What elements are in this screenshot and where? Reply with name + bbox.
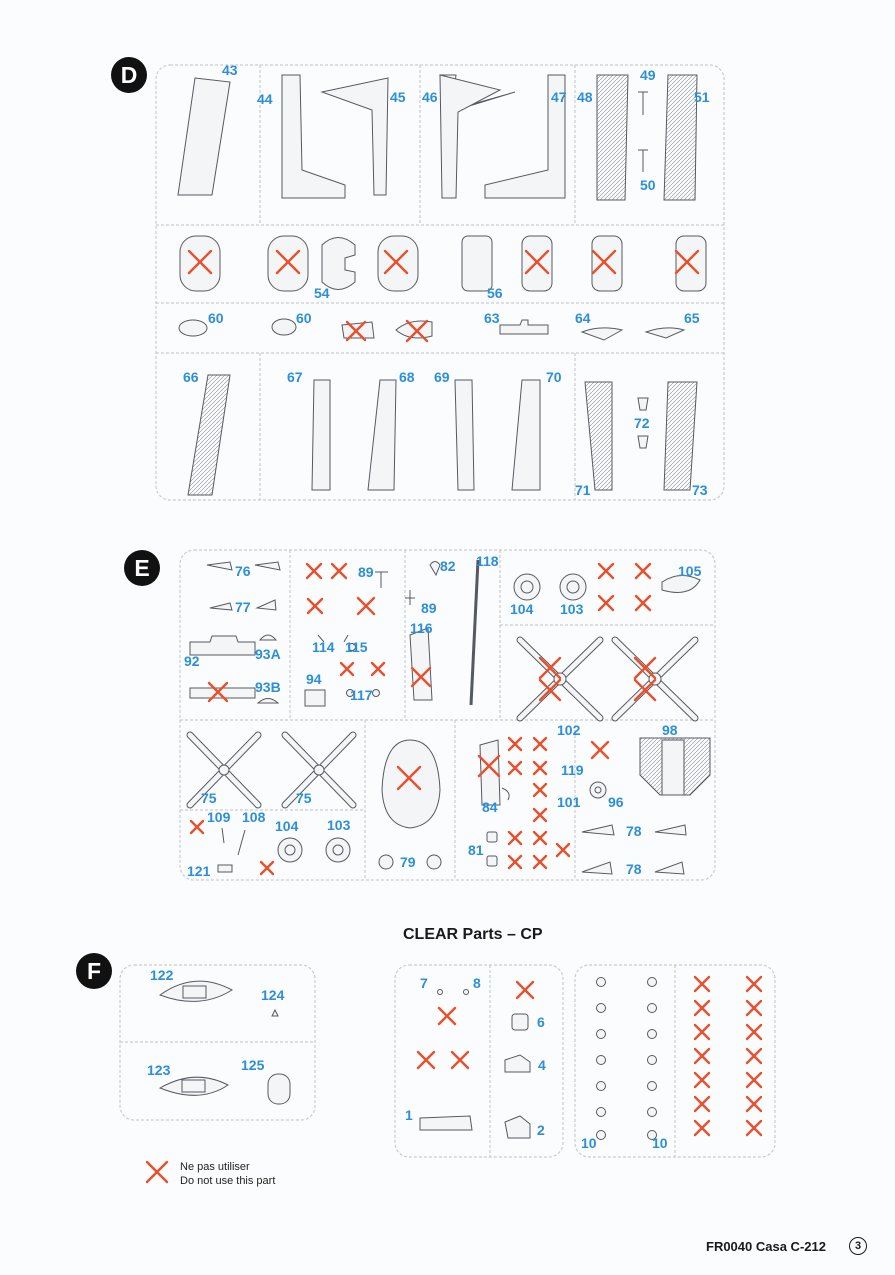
part-number-119: 119: [561, 762, 584, 778]
part-number-73: 73: [692, 482, 708, 498]
page-number: 3: [849, 1237, 867, 1255]
part-number-51: 51: [694, 89, 710, 105]
part-number-81: 81: [468, 842, 484, 858]
footer-title: FR0040 Casa C-212: [706, 1239, 826, 1254]
part-number-92: 92: [184, 653, 200, 669]
part-number-75: 75: [296, 790, 312, 806]
do-not-use-cross-icon: [695, 1097, 709, 1111]
part-number-10: 10: [652, 1135, 668, 1151]
part-number-1: 1: [405, 1107, 413, 1123]
part-number-109: 109: [207, 809, 231, 825]
do-not-use-cross-icon: [358, 598, 374, 614]
do-not-use-cross-icon: [452, 1052, 468, 1068]
part-number-72: 72: [634, 415, 650, 431]
sprue-d-frame: [156, 65, 724, 500]
part-number-89: 89: [358, 564, 374, 580]
part-number-71: 71: [575, 482, 591, 498]
part-number-8: 8: [473, 975, 481, 991]
part-number-116: 116: [410, 620, 433, 636]
part-number-78: 78: [626, 861, 642, 877]
part-number-75: 75: [201, 790, 217, 806]
part-number-79: 79: [400, 854, 416, 870]
do-not-use-cross-icon: [517, 982, 533, 998]
do-not-use-cross-icon: [534, 856, 546, 868]
do-not-use-cross-icon: [747, 1001, 761, 1015]
do-not-use-cross-icon: [534, 832, 546, 844]
legend-text-fr: Ne pas utiliser: [180, 1161, 250, 1173]
do-not-use-cross-icon: [509, 738, 521, 750]
part-number-64: 64: [575, 310, 591, 326]
part-number-98: 98: [662, 722, 678, 738]
do-not-use-cross-icon: [308, 599, 322, 613]
part-number-4: 4: [538, 1057, 546, 1073]
part-number-123: 123: [147, 1062, 171, 1078]
do-not-use-cross-icon: [592, 742, 608, 758]
do-not-use-cross-icon: [372, 663, 384, 675]
part-number-104: 104: [275, 818, 299, 834]
do-not-use-cross-icon: [509, 832, 521, 844]
part-number-56: 56: [487, 285, 503, 301]
do-not-use-cross-icon: [534, 738, 546, 750]
part-number-69: 69: [434, 369, 450, 385]
part-number-122: 122: [150, 967, 174, 983]
part-number-115: 115: [345, 639, 368, 655]
part-number-70: 70: [546, 369, 562, 385]
do-not-use-cross-icon: [261, 862, 273, 874]
part-number-94: 94: [306, 671, 322, 687]
part-number-2: 2: [537, 1122, 545, 1138]
part-number-43: 43: [222, 62, 238, 78]
part-number-54: 54: [314, 285, 330, 301]
part-number-114: 114: [312, 639, 335, 655]
do-not-use-cross-icon: [341, 663, 353, 675]
part-number-6: 6: [537, 1014, 545, 1030]
do-not-use-cross-icon: [695, 1073, 709, 1087]
legend: [180, 1160, 275, 1188]
part-number-103: 103: [327, 817, 351, 833]
part-number-96: 96: [608, 794, 624, 810]
part-number-78: 78: [626, 823, 642, 839]
clear-parts-title: CLEAR Parts – CP: [403, 926, 543, 943]
part-number-46: 46: [422, 89, 438, 105]
part-number-121: 121: [187, 863, 211, 879]
part-number-108: 108: [242, 809, 266, 825]
part-number-47: 47: [551, 89, 567, 105]
part-number-48: 48: [577, 89, 593, 105]
do-not-use-cross-icon: [599, 564, 613, 578]
part-number-105: 105: [678, 563, 702, 579]
part-number-125: 125: [241, 1057, 265, 1073]
do-not-use-cross-icon: [635, 680, 655, 700]
part-number-67: 67: [287, 369, 303, 385]
part-number-117: 117: [350, 687, 373, 703]
part-number-124: 124: [261, 987, 285, 1003]
sprue-d-row2: [180, 236, 706, 291]
sprue-d-row3: [179, 319, 684, 340]
do-not-use-cross-icon: [695, 1121, 709, 1135]
part-number-60: 60: [296, 310, 312, 326]
sprue-e-lower: [218, 738, 710, 874]
do-not-use-cross-icon: [747, 1025, 761, 1039]
legend-text-en: Do not use this part: [180, 1175, 276, 1187]
part-number-44: 44: [257, 91, 273, 107]
part-number-82: 82: [440, 558, 456, 574]
part-number-68: 68: [399, 369, 415, 385]
part-number-104: 104: [510, 601, 534, 617]
do-not-use-cross-icon: [695, 1025, 709, 1039]
part-number-63: 63: [484, 310, 500, 326]
do-not-use-cross-icon: [747, 1097, 761, 1111]
do-not-use-cross-icon: [509, 762, 521, 774]
do-not-use-cross-icon: [540, 658, 560, 678]
do-not-use-cross-icon: [534, 762, 546, 774]
do-not-use-cross-icon: [332, 564, 346, 578]
do-not-use-cross-icon: [747, 1049, 761, 1063]
do-not-use-cross-icon: [695, 1049, 709, 1063]
sprue-letter-f: F: [76, 953, 112, 989]
part-number-77: 77: [235, 599, 251, 615]
do-not-use-cross-icon: [747, 1121, 761, 1135]
do-not-use-cross-icon: [540, 680, 560, 700]
part-number-66: 66: [183, 369, 199, 385]
clear-windows: [597, 978, 657, 1140]
do-not-use-cross-icon: [747, 977, 761, 991]
do-not-use-cross-icon: [557, 844, 569, 856]
do-not-use-cross-icon: [636, 564, 650, 578]
do-not-use-cross-icon: [307, 564, 321, 578]
clear-parts: [420, 990, 530, 1139]
part-number-50: 50: [640, 177, 656, 193]
part-number-89: 89: [421, 600, 437, 616]
sprue-letter-d: D: [111, 57, 147, 93]
do-not-use-cross-icon: [534, 784, 546, 796]
do-not-use-cross-icon: [534, 809, 546, 821]
do-not-use-cross-icon: [747, 1073, 761, 1087]
legend-cross-icon: [147, 1162, 167, 1182]
part-number-103: 103: [560, 601, 584, 617]
part-number-49: 49: [640, 67, 656, 83]
part-number-93a: 93A: [255, 646, 281, 662]
part-number-10: 10: [581, 1135, 597, 1151]
do-not-use-cross-icon: [191, 821, 203, 833]
do-not-use-cross-icon: [599, 596, 613, 610]
do-not-use-cross-icon: [695, 977, 709, 991]
do-not-use-cross-icon: [509, 856, 521, 868]
do-not-use-cross-icon: [635, 658, 655, 678]
propellers: [190, 640, 695, 805]
do-not-use-cross-icon: [439, 1008, 455, 1024]
part-number-93b: 93B: [255, 679, 281, 695]
part-number-45: 45: [390, 89, 406, 105]
part-number-76: 76: [235, 563, 251, 579]
part-number-101: 101: [557, 794, 581, 810]
do-not-use-cross-icon: [636, 596, 650, 610]
part-number-7: 7: [420, 975, 428, 991]
sprue-letter-e: E: [124, 550, 160, 586]
part-number-60: 60: [208, 310, 224, 326]
sprue-d-row4: [188, 375, 697, 495]
part-number-118: 118: [476, 553, 499, 569]
part-number-84: 84: [482, 799, 498, 815]
do-not-use-cross-icon: [418, 1052, 434, 1068]
do-not-use-cross-icon: [695, 1001, 709, 1015]
part-number-65: 65: [684, 310, 700, 326]
part-number-102: 102: [557, 722, 581, 738]
